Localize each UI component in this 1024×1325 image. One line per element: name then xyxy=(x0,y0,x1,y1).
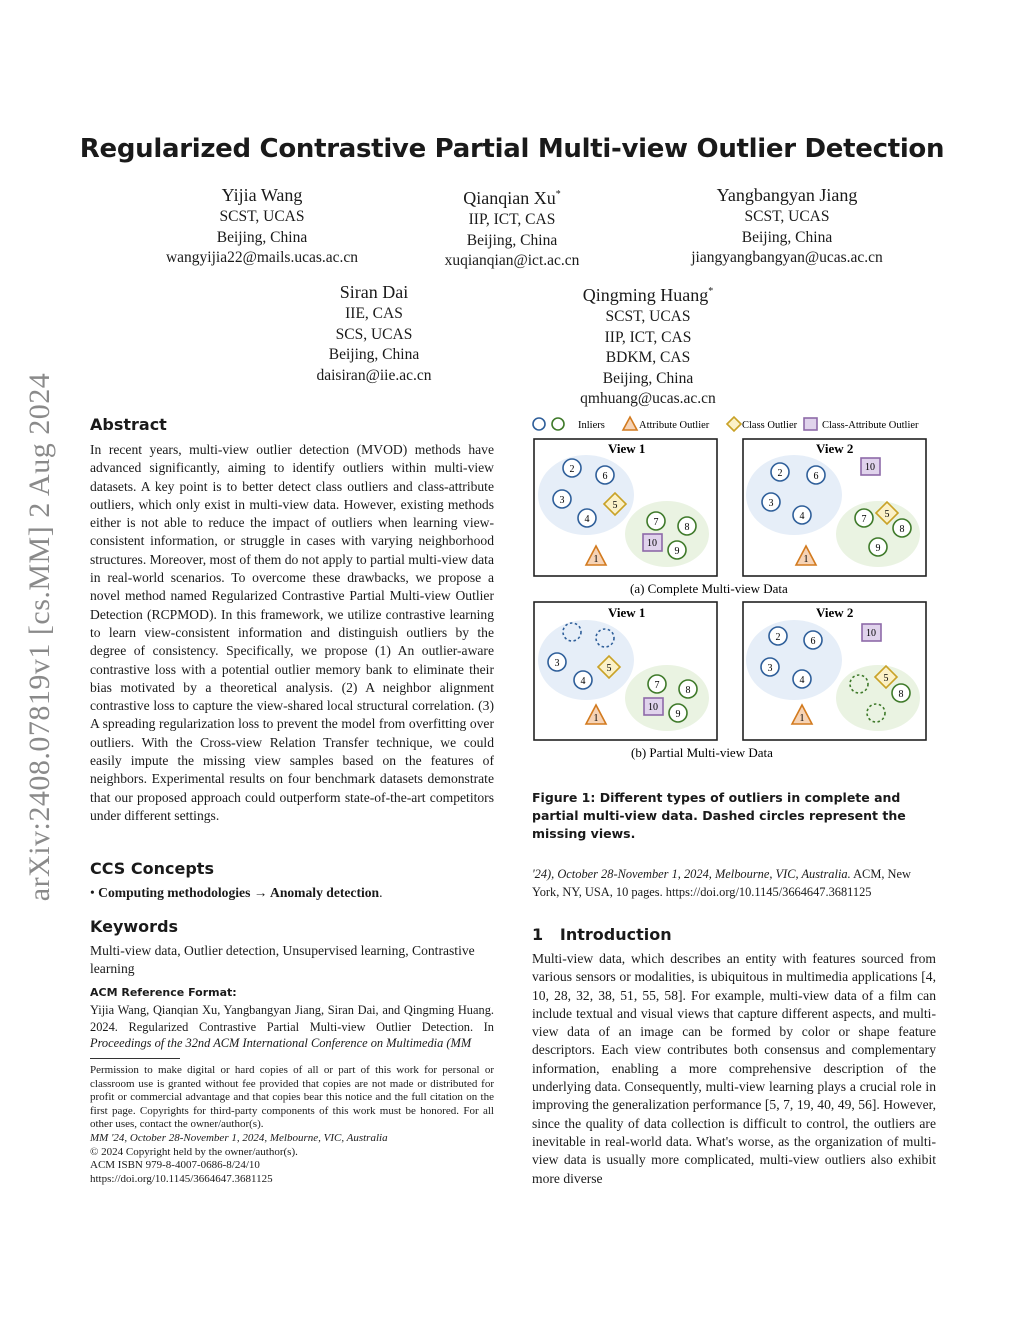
figure-1 xyxy=(526,410,942,770)
svg-text:5: 5 xyxy=(606,663,612,674)
svg-text:2: 2 xyxy=(777,468,783,479)
cluster-green xyxy=(625,501,709,567)
svg-text:3: 3 xyxy=(768,498,774,509)
svg-text:9: 9 xyxy=(875,543,881,554)
author-location: Beijing, China xyxy=(602,369,694,387)
subcaption-a: (a) Complete Multi-view Data xyxy=(630,581,788,596)
author-block xyxy=(498,280,798,410)
acm-ref-heading: ACM Reference Format: xyxy=(90,986,237,999)
author-affiliation: IIE, CAS xyxy=(345,305,403,322)
figure-legend xyxy=(533,417,919,431)
venue-line: MM '24, October 28-November 1, 2024, Melbourne, VIC, Australia xyxy=(90,1131,388,1144)
svg-text:1: 1 xyxy=(799,713,805,724)
svg-text:6: 6 xyxy=(810,636,816,647)
legend-class-diamond xyxy=(727,417,741,431)
bullet: • xyxy=(90,885,95,900)
svg-text:5: 5 xyxy=(883,673,889,684)
svg-text:5: 5 xyxy=(612,500,618,511)
panel-a-view2 xyxy=(743,439,926,576)
author-email: xuqianqian@ict.ac.cn xyxy=(444,252,580,269)
intro-text: Multi-view data, which describes an entity with features sourced from various sensors or modalities, is ubiquitous in multimedia applications [4, 10, 28, 32, 38, 51, 55, 58]. For example, multi-view data of a film can include textual and visual views that capture different aspects, and multi-view data of an image can be formed by color or shape feature descriptors. Each view contributes both consensus and complementary information, enabling a more comprehensive description of the underlying data. Consequently, multi-view learning plays a crucial role in improving the generalization performance [5, 7, 19, 40, 49, 56]. However, since the quality of data collection is difficult to control, the outliers are inevitable in real-world data. What's worse, as the organization of multi-view data is usually more complicated, multi-view outliers also exhibit more diverse xyxy=(532,951,936,1186)
copyright-line: © 2024 Copyright held by the owner/author(s). xyxy=(90,1145,298,1158)
svg-text:1: 1 xyxy=(593,554,599,565)
cluster-blue xyxy=(746,620,842,700)
ccs-section xyxy=(90,859,494,902)
abstract-section xyxy=(90,415,494,825)
author-email: jiangyangbangyan@ucas.ac.cn xyxy=(691,249,883,266)
svg-text:2: 2 xyxy=(569,464,575,475)
doi-line: https://doi.org/10.1145/3664647.3681125 xyxy=(90,1172,273,1185)
ccs-period: . xyxy=(379,885,383,900)
author-location: Beijing, China xyxy=(741,228,833,246)
acm-ref-text: Yijia Wang, Qianqian Xu, Yangbangyan Jiang, Siran Dai, and Qingming Huang. 2024. Regularized Contrastive Partial Multi-view Outlier Detection. In Proceedings of the 32nd ACM International Conference on Multimedia (MM xyxy=(90,1003,494,1050)
figure-caption: Figure 1: Different types of outliers in complete and partial multi-view data. Dashed circles represent the missing views. xyxy=(532,790,906,841)
svg-text:9: 9 xyxy=(674,546,680,557)
permission-block xyxy=(90,1064,494,1186)
cluster-green xyxy=(625,665,709,731)
author-affiliation: SCST, UCAS xyxy=(219,208,305,225)
keywords-text: Multi-view data, Outlier detection, Unsupervised learning, Contrastive learning xyxy=(90,943,475,977)
author-name: Qingming Huang* xyxy=(582,285,714,305)
svg-text:6: 6 xyxy=(602,471,608,482)
svg-text:8: 8 xyxy=(899,524,905,535)
author-email: wangyijia22@mails.ucas.ac.cn xyxy=(165,249,359,266)
panel-a-view1 xyxy=(534,439,717,576)
author-block xyxy=(224,280,524,386)
svg-text:4: 4 xyxy=(584,514,590,525)
svg-text:1: 1 xyxy=(593,713,599,724)
subcaption-b: (b) Partial Multi-view Data xyxy=(631,745,773,760)
author-location: Beijing, China xyxy=(216,228,308,246)
author-affiliation: IIP, ICT, CAS xyxy=(468,211,556,228)
svg-text:4: 4 xyxy=(580,676,586,687)
isbn-line: ACM ISBN 979-8-4007-0686-8/24/10 xyxy=(90,1159,260,1172)
svg-text:4: 4 xyxy=(799,675,805,686)
view-label: View 2 xyxy=(816,441,854,456)
arxiv-stamp: arXiv:2408.07819v1 [cs.MM] 2 Aug 2024 xyxy=(23,372,56,902)
legend-inliers-label: Inliers xyxy=(578,420,605,431)
author-affiliation: SCS, UCAS xyxy=(335,325,413,343)
svg-text:4: 4 xyxy=(799,511,805,522)
author-block xyxy=(637,183,937,269)
ccs-heading: CCS Concepts xyxy=(90,859,214,878)
svg-text:3: 3 xyxy=(767,663,773,674)
ccs-concept xyxy=(90,884,494,902)
ccs-term: Computing methodologies → Anomaly detection xyxy=(98,885,380,900)
author-email: daisiran@iie.ac.cn xyxy=(316,366,432,384)
svg-text:7: 7 xyxy=(654,680,660,691)
corresponding-mark: * xyxy=(555,189,561,200)
svg-text:8: 8 xyxy=(684,522,690,533)
view-label: View 2 xyxy=(816,605,854,620)
view-label: View 1 xyxy=(608,605,646,620)
author-location: Beijing, China xyxy=(328,346,420,363)
svg-text:9: 9 xyxy=(675,709,681,720)
view-label: View 1 xyxy=(608,441,646,456)
svg-text:1: 1 xyxy=(803,554,809,565)
author-name: Qianqian Xu* xyxy=(463,188,561,208)
keywords-heading: Keywords xyxy=(90,917,179,936)
author-affiliation: BDKM, CAS xyxy=(605,349,691,366)
svg-text:8: 8 xyxy=(898,689,904,700)
legend-class-attribute-label: Class-Attribute Outlier xyxy=(822,420,919,431)
footnote-rule xyxy=(90,1058,180,1059)
author-affiliation: SCST, UCAS xyxy=(605,308,691,325)
acm-reference xyxy=(90,986,494,1052)
svg-text:3: 3 xyxy=(554,658,560,669)
legend-inlier-green-circle xyxy=(552,418,564,430)
author-email: qmhuang@ucas.ac.cn xyxy=(580,390,716,407)
author-name: Yijia Wang xyxy=(221,185,303,205)
paper-title: Regularized Contrastive Partial Multi-view Outlier Detection xyxy=(79,134,945,164)
intro-section xyxy=(532,925,936,1188)
cluster-blue xyxy=(746,455,842,535)
corresponding-mark: * xyxy=(708,286,714,297)
abstract-text: In recent years, multi-view outlier detection (MVOD) methods have advanced significantly, aiming to identify outliers within multi-view datasets. A key point is to better detect class outliers and class-attribute outliers, which only exist in multi-view data. However, existing methods either is not able to reduce the impact of outliers when learning view-consistent information, or struggle in cases with varying neighborhood structures. Moreover, most of them do not apply to partial multi-view data in real-world scenarios. To overcome these drawbacks, we propose a novel method named Regularized Contrastive Partial Multi-view Outlier Detection (RCPMOD). In this framework, we utilize contrastive learning to learn view-consistent information and distinguish outliers by the degree of consistency. Specifically, we propose (1) An outlier-aware contrastive loss with a potential outlier memory bank to eliminate their bias motivated by a theoretical analysis. (2) A neighbor alignment contrastive loss to capture the view-shared local structural correlation. (3) A spreading regularization loss to prevent the model from overfitting over outliers. With the Cross-view Relation Transfer technique, we could easily impute the missing view samples based on the features of neighbors. Experimental results on four benchmark datasets demonstrate that our proposed approach could outperform state-of-the-art competitors under different settings. xyxy=(90,442,494,823)
svg-text:10: 10 xyxy=(648,702,658,713)
author-location: Beijing, China xyxy=(466,231,558,249)
svg-text:8: 8 xyxy=(685,685,691,696)
panel-b-view1 xyxy=(534,602,717,740)
legend-attribute-triangle xyxy=(623,417,637,430)
intro-heading: 1 Introduction xyxy=(532,925,672,944)
permission-text: Permission to make digital or hard copies of all or part of this work for personal or classroom use is granted without fee provided that copies are not made or distributed for profit or commercial advantage and that copies bear this notice and the full citation on the first page. Copyrights for third-party components of this work must be honored. For all other uses, contact the owner/author(s). xyxy=(90,1064,494,1131)
svg-text:2: 2 xyxy=(775,632,781,643)
svg-text:3: 3 xyxy=(559,495,565,506)
author-block xyxy=(362,183,662,272)
author-name: Yangbangyan Jiang xyxy=(716,185,858,205)
acm-ref-continued: '24), October 28-November 1, 2024, Melbourne, VIC, Australia. ACM, New York, NY, USA, 10 pages. https://doi.org/10.1145/3664647.3681125 xyxy=(532,867,911,899)
abstract-heading: Abstract xyxy=(90,415,167,434)
author-affiliation: IIP, ICT, CAS xyxy=(604,328,692,346)
svg-text:10: 10 xyxy=(647,538,657,549)
legend-attribute-label: Attribute Outlier xyxy=(639,420,710,431)
svg-text:7: 7 xyxy=(653,517,659,528)
legend-inlier-blue-circle xyxy=(533,418,545,430)
legend-class-label: Class Outlier xyxy=(742,420,798,431)
author-name: Siran Dai xyxy=(339,282,409,302)
legend-class-attribute-square xyxy=(804,418,817,430)
svg-text:7: 7 xyxy=(861,514,867,525)
svg-text:6: 6 xyxy=(813,471,819,482)
svg-text:5: 5 xyxy=(884,509,890,520)
panel-b-view2 xyxy=(743,602,926,740)
svg-text:10: 10 xyxy=(866,628,876,639)
author-affiliation: SCST, UCAS xyxy=(744,208,830,225)
keywords-section xyxy=(90,917,494,979)
svg-text:10: 10 xyxy=(865,462,875,473)
